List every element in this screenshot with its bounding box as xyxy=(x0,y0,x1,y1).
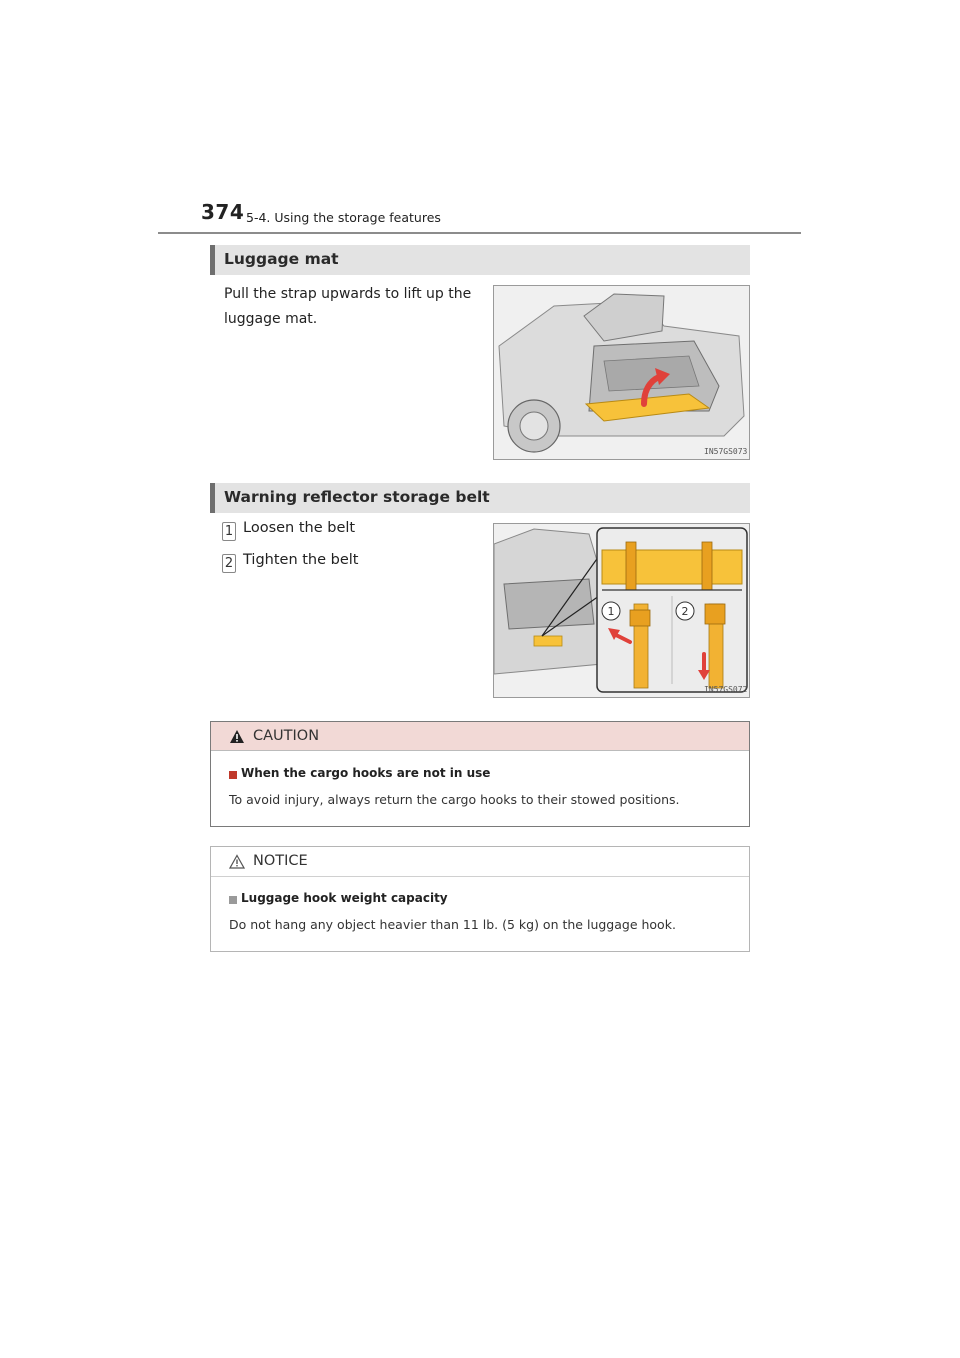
step-number-2: 2 xyxy=(222,554,236,573)
notice-header xyxy=(211,847,749,877)
caution-subtitle: When the cargo hooks are not in use xyxy=(241,766,491,780)
caution-box xyxy=(210,721,750,827)
notice-box xyxy=(210,846,750,952)
section-accent xyxy=(210,483,215,513)
section-title: Luggage mat xyxy=(224,250,339,268)
notice-subtitle: Luggage hook weight capacity xyxy=(241,891,448,905)
caution-title: CAUTION xyxy=(253,728,320,744)
figure-code: IN57GS072 xyxy=(704,685,748,694)
page-number: 374 xyxy=(201,200,245,224)
caution-header xyxy=(211,722,749,751)
figure-callout-2: 2 xyxy=(681,605,689,618)
header-rule xyxy=(158,232,801,234)
luggage-mat-figure xyxy=(493,285,750,460)
instruction-line-1: Pull the strap upwards to lift up the xyxy=(224,286,472,302)
caution-body: To avoid injury, always return the cargo hooks to their stowed positions. xyxy=(229,792,680,807)
running-head: 5-4. Using the storage features xyxy=(246,210,441,225)
step-number-1: 1 xyxy=(222,522,236,541)
instruction-line-2: luggage mat. xyxy=(224,311,318,327)
step-text-1: Loosen the belt xyxy=(243,520,356,536)
bullet-square-icon xyxy=(229,771,237,779)
notice-body: Do not hang any object heavier than 11 lb. (5 kg) on the luggage hook. xyxy=(229,917,676,932)
notice-title: NOTICE xyxy=(253,853,308,869)
section-heading-luggage-mat xyxy=(210,245,750,275)
warning-triangle-outline-icon xyxy=(229,854,245,869)
figure-callout-1: 1 xyxy=(607,605,615,618)
section-heading-reflector-belt xyxy=(210,483,750,513)
section-accent xyxy=(210,245,215,275)
car-trunk-illustration xyxy=(494,286,749,459)
reflector-belt-figure xyxy=(493,523,750,698)
figure-code: IN57GS073 xyxy=(704,447,748,456)
reflector-belt-illustration xyxy=(494,524,749,697)
bullet-square-icon xyxy=(229,896,237,904)
luggage-mat-instructions xyxy=(224,282,471,332)
step-text-2: Tighten the belt xyxy=(243,552,359,568)
warning-triangle-icon xyxy=(229,729,245,744)
section-title: Warning reflector storage belt xyxy=(224,488,490,506)
